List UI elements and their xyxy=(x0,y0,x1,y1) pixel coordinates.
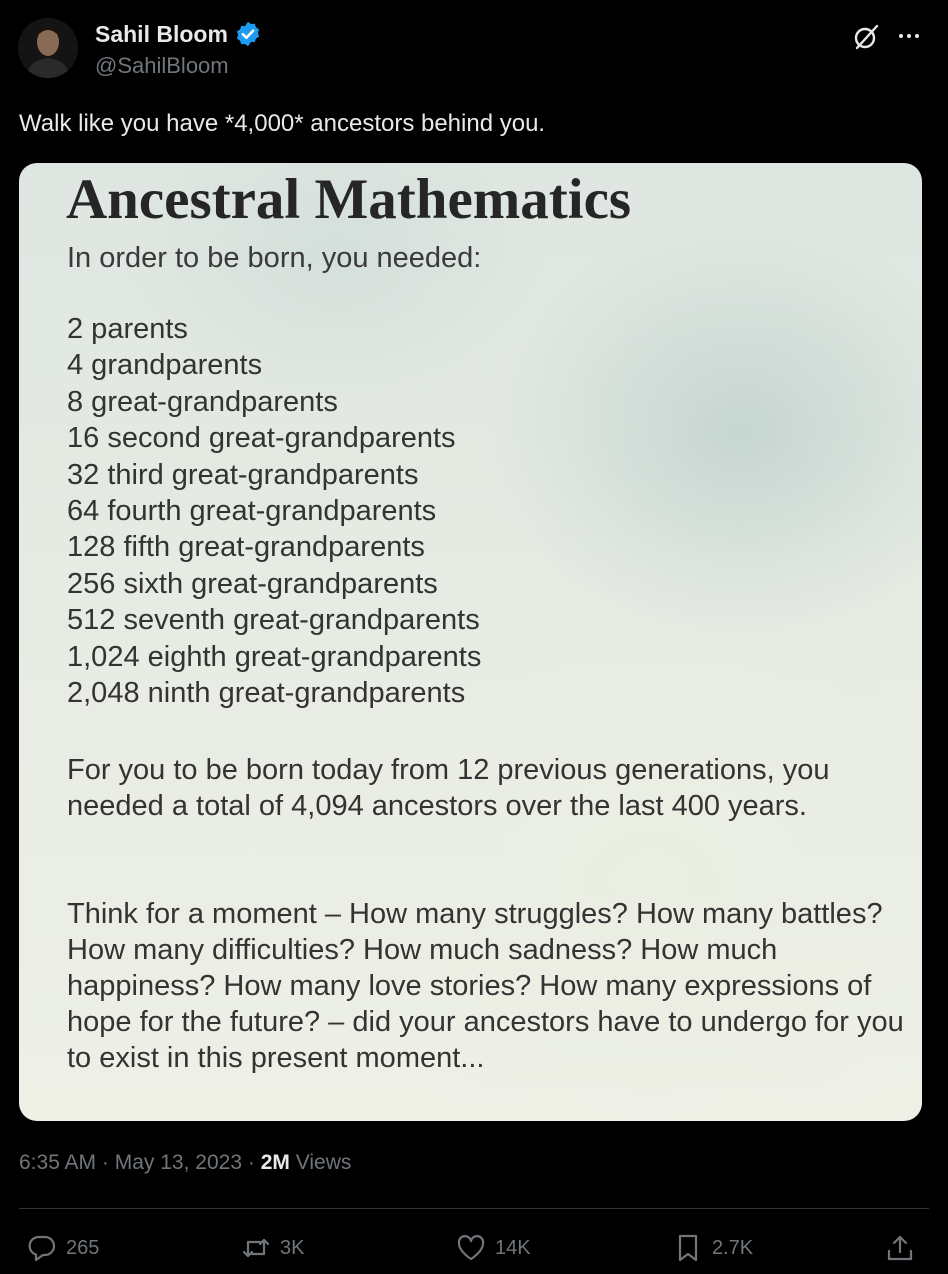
image-subtitle: In order to be born, you needed: xyxy=(67,242,482,274)
heart-icon xyxy=(455,1232,487,1264)
generation-item: 4 grandparents xyxy=(67,349,263,382)
author-handle[interactable]: @SahilBloom xyxy=(95,53,229,78)
generation-item: 16 second great-grandparents xyxy=(67,422,456,455)
generation-item: 2 parents xyxy=(67,313,188,345)
generation-item: 256 sixth great-grandparents xyxy=(67,567,438,600)
share-button[interactable] xyxy=(884,1232,916,1264)
repost-count: 3K xyxy=(280,1236,305,1259)
avatar-photo xyxy=(18,18,78,78)
generation-item: 64 fourth great-grandparents xyxy=(67,495,437,528)
total-ancestors-paragraph: For you to be born today from 12 previous generations, you needed a total of 4,094 ancestors over the last 400 years. xyxy=(67,754,830,822)
generation-item: 512 seventh great-grandparents xyxy=(67,604,480,637)
author-avatar[interactable] xyxy=(18,18,78,78)
divider xyxy=(19,1208,929,1209)
reply-button[interactable] xyxy=(26,1232,99,1264)
tweet-image[interactable] xyxy=(19,163,922,1121)
generation-item: 2,048 ninth great-grandparents xyxy=(67,677,466,710)
generation-item: 1,024 eighth great-grandparents xyxy=(67,640,482,673)
author-name-row[interactable] xyxy=(95,20,262,48)
generations-list xyxy=(67,311,481,711)
reply-icon xyxy=(26,1232,58,1264)
bookmark-button[interactable] xyxy=(672,1232,753,1264)
repost-icon xyxy=(240,1232,272,1264)
author-name[interactable]: Sahil Bloom xyxy=(95,20,228,47)
generation-item: 8 great-grandparents xyxy=(67,385,338,418)
bookmark-icon xyxy=(672,1232,704,1264)
tweet-date[interactable]: May 13, 2023 xyxy=(114,1151,243,1174)
views-count: 2M xyxy=(260,1151,290,1174)
like-count: 14K xyxy=(495,1236,531,1259)
repost-button[interactable] xyxy=(240,1232,304,1264)
image-title: Ancestral Mathematics xyxy=(66,168,632,231)
views-label: Views xyxy=(295,1151,352,1174)
reflection-paragraph: Think for a moment – How many struggles? How many battles? How many difficulties? How much sadness? How much happiness? How many love stories? How many expressions of hope for the future? – did your ancestors have to undergo for you to exist in this present moment... xyxy=(67,898,904,1074)
separator: · xyxy=(247,1151,255,1174)
grok-icon[interactable] xyxy=(851,22,881,52)
reply-count: 265 xyxy=(66,1236,100,1259)
tweet-timestamp xyxy=(19,1151,351,1175)
separator: · xyxy=(101,1151,109,1174)
tweet-time[interactable]: 6:35 AM xyxy=(19,1151,97,1174)
verified-badge-icon xyxy=(234,20,262,48)
more-options-icon[interactable] xyxy=(893,22,925,50)
tweet-text: Walk like you have *4,000* ancestors behind you. xyxy=(19,110,546,137)
generation-item: 128 fifth great-grandparents xyxy=(67,531,425,564)
share-icon xyxy=(884,1232,916,1264)
bookmark-count: 2.7K xyxy=(712,1236,754,1259)
like-button[interactable] xyxy=(455,1232,531,1264)
generation-item: 32 third great-grandparents xyxy=(67,458,419,491)
